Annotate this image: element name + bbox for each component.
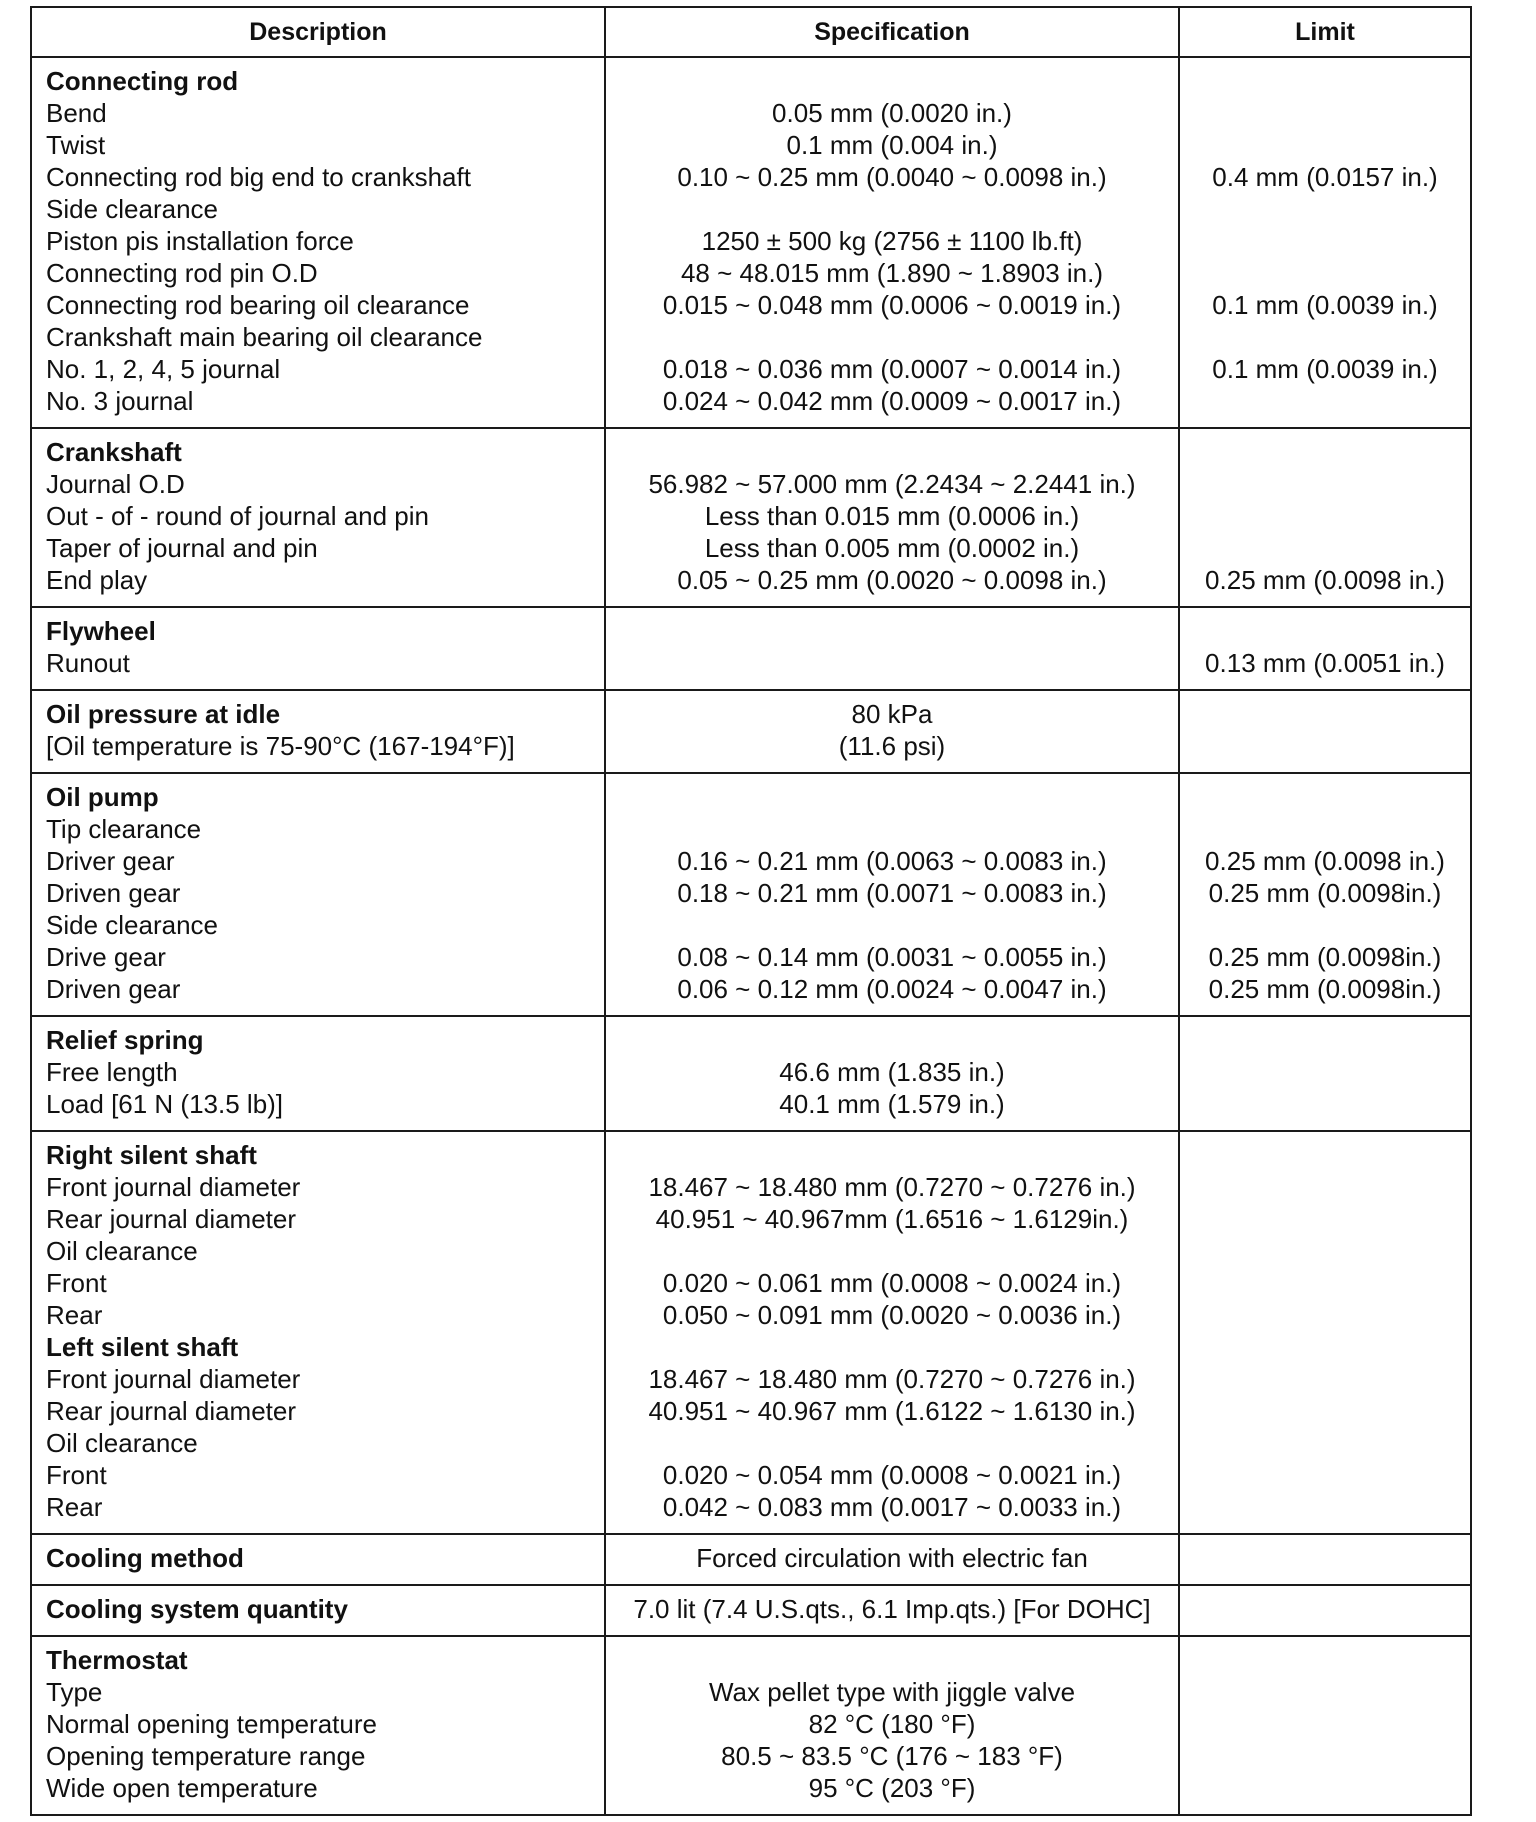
item-label: No. 3 journal xyxy=(46,386,194,416)
item-label: Connecting rod pin O.D xyxy=(46,258,318,288)
item-label: Front xyxy=(46,1268,107,1298)
spec-value: 0.10 ~ 0.25 mm (0.0040 ~ 0.0098 in.) xyxy=(677,162,1107,192)
limit-cell xyxy=(1179,607,1471,690)
item-label: Crankshaft main bearing oil clearance xyxy=(46,322,483,352)
item-label: Rear journal diameter xyxy=(46,1396,297,1426)
limit-value xyxy=(1184,500,1466,532)
limit-value xyxy=(1184,321,1466,353)
spec-value xyxy=(610,813,1174,845)
spec-value xyxy=(610,1331,1174,1363)
spec-value: (11.6 psi) xyxy=(838,731,946,761)
limit-value: 0.25 mm (0.0098in.) xyxy=(1208,974,1442,1004)
section-heading: Thermostat xyxy=(46,1645,188,1675)
section-heading: Connecting rod xyxy=(46,66,239,96)
limit-value xyxy=(1184,1459,1466,1491)
spec-value: 0.1 mm (0.004 in.) xyxy=(786,130,998,160)
limit-cell xyxy=(1179,1016,1471,1131)
item-label: Normal opening temperature xyxy=(46,1709,377,1739)
limit-value xyxy=(1184,468,1466,500)
spec-value xyxy=(610,1139,1174,1171)
spec-value: 40.951 ~ 40.967mm (1.6516 ~ 1.6129in.) xyxy=(655,1204,1129,1234)
limit-value xyxy=(1184,1644,1466,1676)
item-label: Connecting rod big end to crankshaft xyxy=(46,162,471,192)
spec-value: 0.05 mm (0.0020 in.) xyxy=(772,98,1012,128)
item-label: Side clearance xyxy=(46,910,218,940)
limit-value xyxy=(1184,193,1466,225)
table-row xyxy=(31,690,1471,773)
spec-value: 56.982 ~ 57.000 mm (2.2434 ~ 2.2441 in.) xyxy=(648,469,1136,499)
specification-cell xyxy=(605,428,1179,607)
spec-value: 0.16 ~ 0.21 mm (0.0063 ~ 0.0083 in.) xyxy=(677,846,1107,876)
description-cell xyxy=(31,1585,605,1636)
specification-cell xyxy=(605,690,1179,773)
description-cell xyxy=(31,607,605,690)
limit-value xyxy=(1184,1267,1466,1299)
limit-value xyxy=(1184,1024,1466,1056)
specification-cell xyxy=(605,1016,1179,1131)
item-label: Rear xyxy=(46,1300,103,1330)
limit-value xyxy=(1184,225,1466,257)
spec-value: 0.05 ~ 0.25 mm (0.0020 ~ 0.0098 in.) xyxy=(677,565,1107,595)
limit-value xyxy=(1184,1772,1466,1804)
description-cell xyxy=(31,1534,605,1585)
table-row xyxy=(31,57,1471,428)
limit-value xyxy=(1184,781,1466,813)
specification-cell xyxy=(605,57,1179,428)
limit-cell xyxy=(1179,1585,1471,1636)
spec-value: 0.06 ~ 0.12 mm (0.0024 ~ 0.0047 in.) xyxy=(677,974,1107,1004)
spec-value xyxy=(610,1024,1174,1056)
spec-value: 0.020 ~ 0.061 mm (0.0008 ~ 0.0024 in.) xyxy=(662,1268,1122,1298)
description-cell xyxy=(31,1636,605,1815)
specification-table xyxy=(30,6,1472,1816)
limit-value xyxy=(1184,813,1466,845)
item-label: Tip clearance xyxy=(46,814,202,844)
item-label: No. 1, 2, 4, 5 journal xyxy=(46,354,281,384)
spec-value xyxy=(610,647,1174,679)
table-row xyxy=(31,1585,1471,1636)
limit-cell xyxy=(1179,1131,1471,1534)
spec-value: 0.015 ~ 0.048 mm (0.0006 ~ 0.0019 in.) xyxy=(662,290,1122,320)
spec-value: 18.467 ~ 18.480 mm (0.7270 ~ 0.7276 in.) xyxy=(648,1172,1136,1202)
spec-value: Wax pellet type with jiggle valve xyxy=(708,1677,1076,1707)
table-row xyxy=(31,1534,1471,1585)
spec-sheet xyxy=(30,6,1470,1816)
item-label: Piston pis installation force xyxy=(46,226,354,256)
limit-value xyxy=(1184,1203,1466,1235)
spec-value: 0.024 ~ 0.042 mm (0.0009 ~ 0.0017 in.) xyxy=(662,386,1122,416)
description-cell xyxy=(31,690,605,773)
description-cell xyxy=(31,1016,605,1131)
limit-value xyxy=(1184,1491,1466,1523)
section-heading: Flywheel xyxy=(46,616,156,646)
limit-value: 0.13 mm (0.0051 in.) xyxy=(1205,648,1445,678)
spec-value xyxy=(610,1427,1174,1459)
limit-value: 0.25 mm (0.0098 in.) xyxy=(1205,846,1445,876)
item-label: Driven gear xyxy=(46,878,181,908)
item-label: Twist xyxy=(46,130,106,160)
limit-value xyxy=(1184,97,1466,129)
spec-value xyxy=(610,1644,1174,1676)
spec-value: Less than 0.015 mm (0.0006 in.) xyxy=(704,501,1080,531)
item-label: Journal O.D xyxy=(46,469,185,499)
item-label: Front journal diameter xyxy=(46,1364,301,1394)
description-cell xyxy=(31,57,605,428)
limit-value: 0.25 mm (0.0098in.) xyxy=(1208,878,1442,908)
item-label: Connecting rod bearing oil clearance xyxy=(46,290,470,320)
section-heading: Left silent shaft xyxy=(46,1332,239,1362)
item-label: Front xyxy=(46,1460,107,1490)
description-cell xyxy=(31,773,605,1016)
section-heading: Cooling system quantity xyxy=(46,1594,348,1624)
limit-value: 0.1 mm (0.0039 in.) xyxy=(1212,354,1438,384)
limit-value: 0.25 mm (0.0098in.) xyxy=(1208,942,1442,972)
spec-value: Less than 0.005 mm (0.0002 in.) xyxy=(704,533,1080,563)
specification-cell xyxy=(605,1636,1179,1815)
limit-value xyxy=(1184,730,1466,762)
spec-value: 82 °C (180 °F) xyxy=(808,1709,976,1739)
item-label: Drive gear xyxy=(46,942,166,972)
spec-value: 0.042 ~ 0.083 mm (0.0017 ~ 0.0033 in.) xyxy=(662,1492,1122,1522)
spec-value xyxy=(610,436,1174,468)
limit-value xyxy=(1184,1676,1466,1708)
table-body xyxy=(31,57,1471,1815)
section-heading: Oil pump xyxy=(46,782,159,812)
item-label: Free length xyxy=(46,1057,178,1087)
limit-value xyxy=(1184,1171,1466,1203)
item-label: Oil clearance xyxy=(46,1428,198,1458)
item-label: [Oil temperature is 75-90°C (167-194°F)] xyxy=(46,731,515,761)
spec-value: 40.1 mm (1.579 in.) xyxy=(779,1089,1005,1119)
limit-value xyxy=(1184,1088,1466,1120)
limit-value xyxy=(1184,385,1466,417)
limit-value xyxy=(1184,615,1466,647)
item-label: Driven gear xyxy=(46,974,181,1004)
spec-value: 95 °C (203 °F) xyxy=(808,1773,976,1803)
limit-value xyxy=(1184,129,1466,161)
item-label: Type xyxy=(46,1677,103,1707)
spec-value: 0.018 ~ 0.036 mm (0.0007 ~ 0.0014 in.) xyxy=(662,354,1122,384)
specification-cell xyxy=(605,607,1179,690)
description-cell xyxy=(31,428,605,607)
header-limit: Limit xyxy=(1179,7,1471,57)
spec-value: Forced circulation with electric fan xyxy=(696,1543,1088,1573)
limit-value xyxy=(1184,1427,1466,1459)
item-label: Side clearance xyxy=(46,194,218,224)
spec-value xyxy=(610,781,1174,813)
table-row xyxy=(31,428,1471,607)
section-heading: Crankshaft xyxy=(46,437,182,467)
specification-cell xyxy=(605,1585,1179,1636)
item-label: Rear journal diameter xyxy=(46,1204,297,1234)
limit-cell xyxy=(1179,1534,1471,1585)
limit-value xyxy=(1184,257,1466,289)
table-row xyxy=(31,773,1471,1016)
item-label: Bend xyxy=(46,98,107,128)
limit-value xyxy=(1184,1056,1466,1088)
limit-value xyxy=(1184,1139,1466,1171)
item-label: Runout xyxy=(46,648,130,678)
limit-value xyxy=(1184,1235,1466,1267)
table-row xyxy=(31,1016,1471,1131)
specification-cell xyxy=(605,1131,1179,1534)
limit-cell xyxy=(1179,690,1471,773)
limit-cell xyxy=(1179,1636,1471,1815)
limit-value: 0.1 mm (0.0039 in.) xyxy=(1212,290,1438,320)
section-heading: Relief spring xyxy=(46,1025,204,1055)
limit-value xyxy=(1184,1740,1466,1772)
table-row xyxy=(31,607,1471,690)
spec-value xyxy=(610,615,1174,647)
spec-value xyxy=(610,65,1174,97)
item-label: Load [61 N (13.5 lb)] xyxy=(46,1089,284,1119)
limit-value xyxy=(1184,909,1466,941)
table-row xyxy=(31,1131,1471,1534)
item-label: Front journal diameter xyxy=(46,1172,301,1202)
item-label: Taper of journal and pin xyxy=(46,533,318,563)
spec-value: 80.5 ~ 83.5 °C (176 ~ 183 °F) xyxy=(721,1741,1063,1771)
limit-value xyxy=(1184,436,1466,468)
description-cell xyxy=(31,1131,605,1534)
limit-value xyxy=(1184,1299,1466,1331)
item-label: End play xyxy=(46,565,148,595)
item-label: Opening temperature range xyxy=(46,1741,366,1771)
spec-value: 40.951 ~ 40.967 mm (1.6122 ~ 1.6130 in.) xyxy=(648,1396,1136,1426)
header-specification: Specification xyxy=(605,7,1179,57)
spec-value: 0.050 ~ 0.091 mm (0.0020 ~ 0.0036 in.) xyxy=(662,1300,1122,1330)
item-label: Rear xyxy=(46,1492,103,1522)
table-row xyxy=(31,1636,1471,1815)
item-label: Driver gear xyxy=(46,846,175,876)
spec-value: 48 ~ 48.015 mm (1.890 ~ 1.8903 in.) xyxy=(680,258,1104,288)
limit-value xyxy=(1184,1395,1466,1427)
spec-value: 18.467 ~ 18.480 mm (0.7270 ~ 0.7276 in.) xyxy=(648,1364,1136,1394)
item-label: Oil clearance xyxy=(46,1236,198,1266)
header-description: Description xyxy=(31,7,605,57)
limit-value xyxy=(1184,1363,1466,1395)
section-heading: Oil pressure at idle xyxy=(46,699,281,729)
section-heading: Right silent shaft xyxy=(46,1140,257,1170)
limit-value xyxy=(1184,1593,1466,1625)
limit-cell xyxy=(1179,428,1471,607)
specification-cell xyxy=(605,1534,1179,1585)
limit-value xyxy=(1184,698,1466,730)
limit-value xyxy=(1184,532,1466,564)
spec-value xyxy=(610,193,1174,225)
limit-value: 0.25 mm (0.0098 in.) xyxy=(1205,565,1445,595)
spec-value: 46.6 mm (1.835 in.) xyxy=(779,1057,1005,1087)
table-header-row xyxy=(31,7,1471,57)
item-label: Wide open temperature xyxy=(46,1773,318,1803)
limit-value xyxy=(1184,1542,1466,1574)
spec-value xyxy=(610,1235,1174,1267)
section-heading: Cooling method xyxy=(46,1543,244,1573)
spec-value: 0.020 ~ 0.054 mm (0.0008 ~ 0.0021 in.) xyxy=(662,1460,1122,1490)
spec-value: 0.18 ~ 0.21 mm (0.0071 ~ 0.0083 in.) xyxy=(677,878,1107,908)
limit-cell xyxy=(1179,57,1471,428)
spec-value: 80 kPa xyxy=(851,699,933,729)
limit-value xyxy=(1184,65,1466,97)
spec-value: 0.08 ~ 0.14 mm (0.0031 ~ 0.0055 in.) xyxy=(677,942,1107,972)
limit-value xyxy=(1184,1708,1466,1740)
spec-value xyxy=(610,909,1174,941)
limit-value xyxy=(1184,1331,1466,1363)
spec-value: 1250 ± 500 kg (2756 ± 1100 lb.ft) xyxy=(701,226,1083,256)
spec-value xyxy=(610,321,1174,353)
limit-value: 0.4 mm (0.0157 in.) xyxy=(1212,162,1438,192)
specification-cell xyxy=(605,773,1179,1016)
limit-cell xyxy=(1179,773,1471,1016)
spec-value: 7.0 lit (7.4 U.S.qts., 6.1 Imp.qts.) [For DOHC] xyxy=(633,1594,1151,1624)
item-label: Out - of - round of journal and pin xyxy=(46,501,430,531)
